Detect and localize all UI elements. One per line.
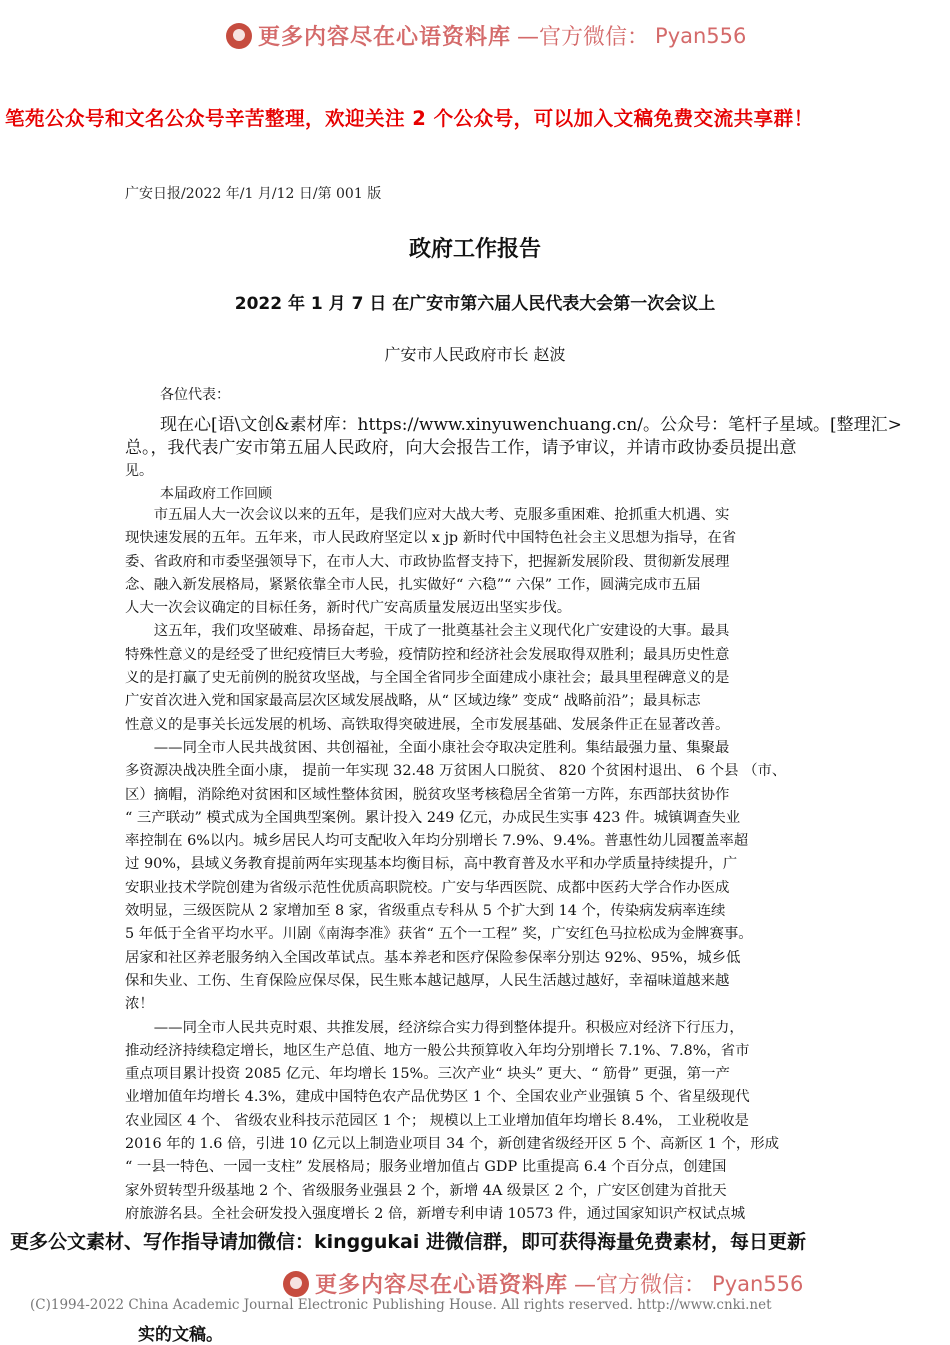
watermark-separator: —官方微信： xyxy=(517,25,650,50)
watermark-text: 更多内容尽在心语资料库 xyxy=(315,1273,569,1298)
intro-line-2: 总。，我代表广安市第五届人民政府，向大会报告工作，请予审议，并请市政协委员提出意 xyxy=(125,438,797,458)
body-line: ——同全市人民共战贫困、共创福祉，全面小康社会夺取决定胜利。集结最强力量、集聚最 xyxy=(125,739,730,756)
body-line: 安职业技术学院创建为省级示范性优质高职院校。广安与华西医院、成都中医药大学合作办医成 xyxy=(125,879,730,896)
red-promo-banner: 笔苑公众号和文名公众号辛苦整理，欢迎关注 2 个公众号，可以加入文稿免费交流共享群！ xyxy=(5,107,814,130)
document-subtitle: 2022 年 1 月 7 日 在广安市第六届人民代表大会第一次会议上 xyxy=(234,294,716,314)
body-line: 义的是打赢了史无前例的脱贫攻坚战，与全国全省同步全面建成小康社会；最具里程碑意义的是 xyxy=(125,670,730,687)
salutation: 各位代表： xyxy=(160,387,230,403)
body-line: 农业园区 4 个、 省级农业科技示范园区 1 个； 规模以上工业增加值年均增长 8.4%， 工业税收是 xyxy=(125,1112,749,1129)
body-line: 人大一次会议确定的目标任务，新时代广安高质量发展迈出坚实步伐。 xyxy=(125,600,572,617)
intro-line-3: 见。 xyxy=(125,463,153,479)
body-line: 广安首次进入党和国家最高层次区域发展战略，从“ 区域边缘” 变成“ 战略前沿”；最具标志 xyxy=(125,693,701,710)
body-line: 性意义的是事关长远发展的机场、高铁取得突破进展，全市发展基础、发展条件正在显著改善。 xyxy=(125,716,730,733)
section-heading: 本届政府工作回顾 xyxy=(160,486,272,502)
author-line: 广安市人民政府市长 赵波 xyxy=(384,345,566,364)
cut-off-text: 实的文稿。 xyxy=(138,1325,223,1345)
body-line: 委、省政府和市委坚强领导下，在市人大、市政协监督支持下，把握新发展阶段、贯彻新发展理 xyxy=(125,553,730,570)
body-line: 浓！ xyxy=(125,996,154,1013)
intro-line-1: 现在心[语\文创&素材库：https://www.xinyuwenchuang.cn/。公众号：笔杆子星域。[整理汇> xyxy=(160,415,902,435)
body-line: 重点项目累计投资 2085 亿元、年均增长 15%。三次产业“ 块头” 更大、“ 筋骨” 更强，第一产 xyxy=(125,1066,730,1083)
watermark-separator: —官方微信： xyxy=(574,1273,707,1298)
body-line: 2016 年的 1.6 倍，引进 10 亿元以上制造业项目 34 个，新创建省级经开区 5 个、高新区 1 个，形成 xyxy=(125,1136,780,1153)
body-line: “ 一县一特色、一园一支柱” 发展格局；服务业增加值占 GDP 比重提高 6.4 个百分点，创建国 xyxy=(125,1159,727,1176)
watermark-id: Pyan556 xyxy=(655,23,747,48)
document-title: 政府工作报告 xyxy=(408,237,541,262)
body-line: “ 三产联动” 模式成为全国典型案例。累计投入 249 亿元，办成民生实事 423 件。城镇调查失业 xyxy=(125,809,741,826)
body-line: 5 年低于全省平均水平。川剧《南海李准》获省“ 五个一工程” 奖，广安红色马拉松成为金牌赛事。 xyxy=(125,926,753,943)
body-line: ——同全市人民共克时艰、共推发展，经济综合实力得到整体提升。积极应对经济下行压力， xyxy=(125,1019,744,1036)
bottom-watermark xyxy=(283,1268,803,1299)
body-line: 效明显，三级医院从 2 家增加至 8 家，省级重点专科从 5 个扩大到 14 个，传染病发病率连续 xyxy=(125,903,726,920)
cnki-footer: (C)1994-2022 China Academic Journal Electronic Publishing House. All rights reserved. http://www.cnki.net xyxy=(30,1297,772,1313)
body-line: 念、融入新发展格局，紧紧依靠全市人民，扎实做好“ 六稳”“ 六保” 工作，圆满完成市五届 xyxy=(125,576,701,593)
source-line: 广安日报/2022 年/1 月/12 日/第 001 版 xyxy=(125,186,382,202)
watermark-logo-icon xyxy=(226,23,252,49)
body-line: 过 90%，县域义务教育提前两年实现基本均衡目标，高中教育普及水平和办学质量持续提升，广 xyxy=(125,856,738,873)
body-line: 特殊性意义的是经受了世纪疫情巨大考验，疫情防控和经济社会发展取得双胜利；最具历史性意 xyxy=(125,646,730,663)
body-line: 府旅游名县。全社会研发投入强度增长 2 倍，新增专利申请 10573 件，通过国家知识产权试点城 xyxy=(125,1205,746,1222)
body-line: 率控制在 6%以内。城乡居民人均可支配收入年均分别增长 7.9%、9.4%。普惠性幼儿园覆盖率超 xyxy=(125,833,749,850)
body-text xyxy=(125,504,837,1226)
watermark-id: Pyan556 xyxy=(712,1271,804,1296)
watermark-text: 更多内容尽在心语资料库 xyxy=(258,25,512,50)
body-line: 多资源决战决胜全面小康， 提前一年实现 32.48 万贫困人口脱贫、 820 个贫困村退出、 6 个县 （市、 xyxy=(125,763,787,780)
body-line: 这五年，我们攻坚破难、昂扬奋起，干成了一批奠基社会主义现代化广安建设的大事。最具 xyxy=(125,623,730,640)
body-line: 现快速发展的五年。五年来，市人民政府坚定以 x jp 新时代中国特色社会主义思想为指导，在省 xyxy=(125,530,737,547)
body-line: 居家和社区养老服务纳入全国改革试点。基本养老和医疗保险参保率分别达 92%、95%，城乡低 xyxy=(125,949,741,966)
body-line: 区）摘帽，消除绝对贫困和区域性整体贫困，脱贫攻坚考核稳居全省第一方阵，东西部扶贫协作 xyxy=(125,786,730,803)
body-line: 家外贸转型升级基地 2 个、省级服务业强县 2 个，新增 4A 级景区 2 个，广安区创建为首批天 xyxy=(125,1182,727,1199)
body-line: 市五届人大一次会议以来的五年，是我们应对大战大考、克服多重困难、抢抓重大机遇、实 xyxy=(125,507,730,523)
body-line: 业增加值年均增长 4.3%，建成中国特色农产品优势区 1 个、全国农业产业强镇 5 个、省星级现代 xyxy=(125,1089,750,1106)
body-line: 保和失业、工伤、生育保险应保尽保，民生账本越记越厚，人民生活越过越好，幸福味道越来越 xyxy=(125,972,730,989)
top-watermark xyxy=(226,20,746,51)
body-line: 推动经济持续稳定增长，地区生产总值、地方一般公共预算收入年均分别增长 7.1%、7.8%，省市 xyxy=(125,1042,750,1059)
watermark-logo-icon xyxy=(283,1271,309,1297)
bottom-promo-banner: 更多公文素材、写作指导请加微信：kinggukai 进微信群，即可获得海量免费素材，每日更新 xyxy=(10,1231,806,1253)
